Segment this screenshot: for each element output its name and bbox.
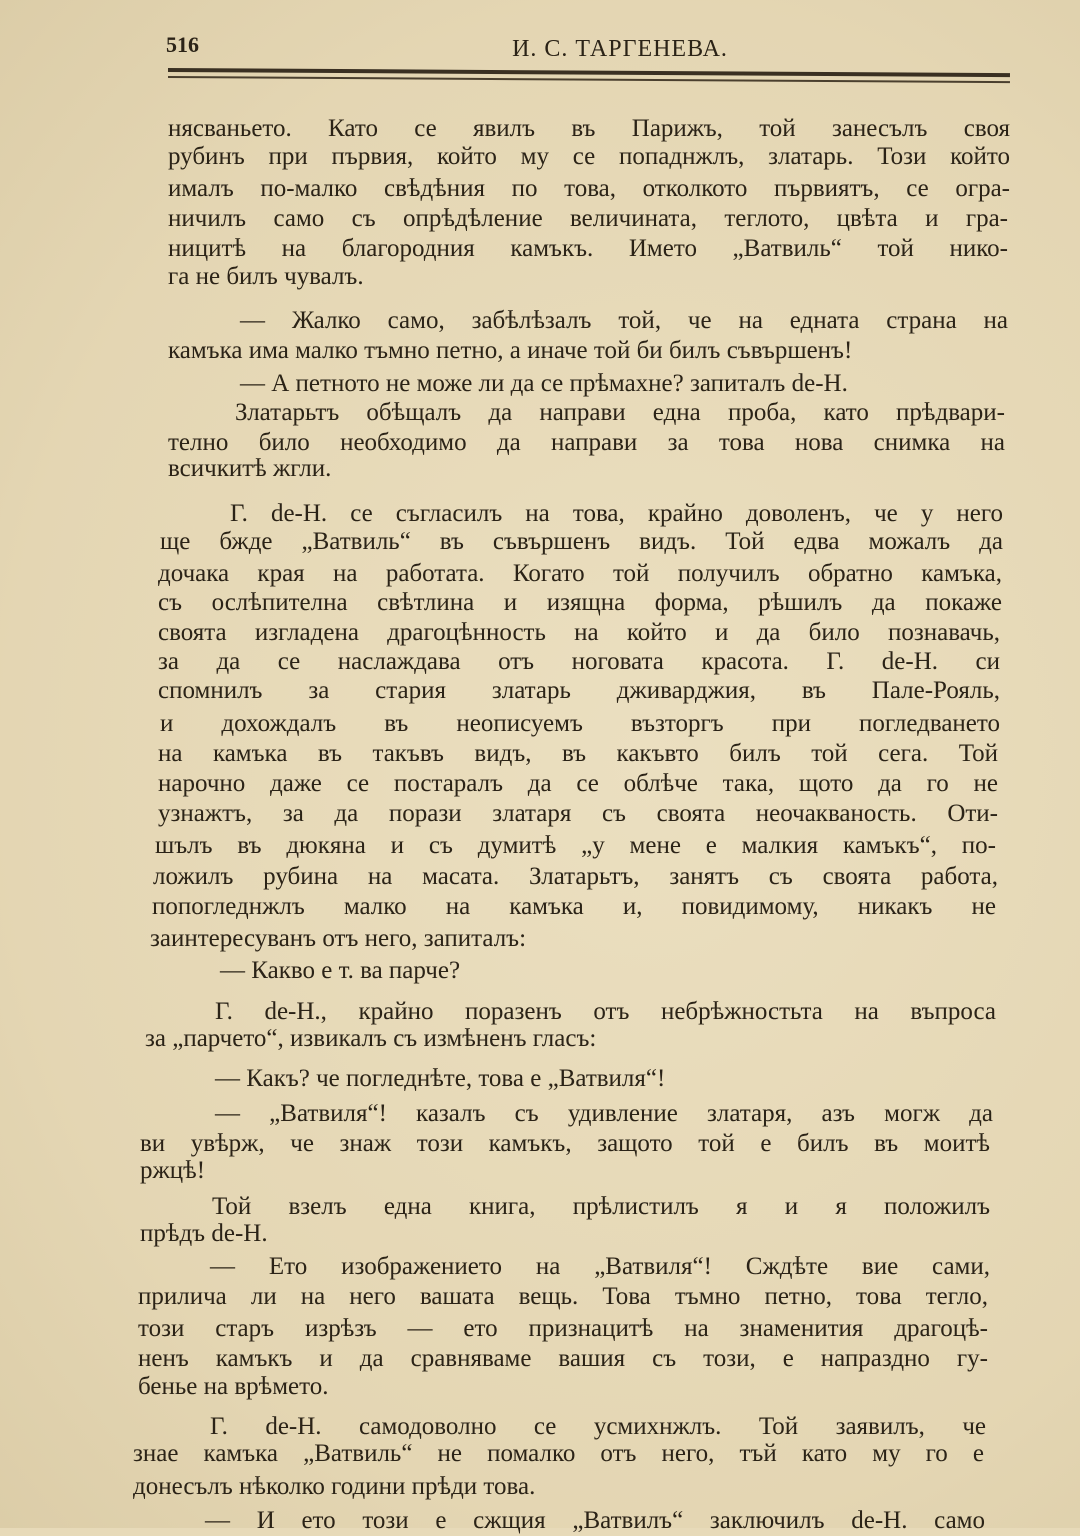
text-line: ничилъ само съ опрѣдѣление величината, теглото, цвѣта и гра- xyxy=(168,205,1008,232)
text-line: Златарьтъ обѣщалъ да направи една проба, като прѣдвари- xyxy=(235,399,1005,426)
text-line: своята изгладена драгоцѣнность на който и да било познавачь, xyxy=(158,619,1000,646)
text-line: Г. de-H. самодоволно се усмихнжлъ. Той заявилъ, че xyxy=(210,1413,986,1440)
text-line: нарочно даже се постаралъ да се облѣче така, щото да го не xyxy=(158,770,998,797)
text-line: на камъка въ такъвъ видъ, въ какъвто билъ той сега. Той xyxy=(158,740,998,767)
text-line: за „парчето“, извикалъ съ измѣненъ гласъ: xyxy=(145,1025,597,1052)
text-line: шълъ въ дюкяна и съ думитѣ „у мене е малкия камъкъ“, по- xyxy=(155,832,996,859)
text-line: — А петното не може ли да се прѣмахне? запиталъ de-H. xyxy=(240,370,848,397)
text-line: — Какъ? че погледнѣте, това е „Ватвиля“! xyxy=(215,1065,666,1092)
text-line: — „Ватвиля“! казалъ съ удивление златаря, азъ могж да xyxy=(215,1100,993,1127)
text-line: — Жалко само, забѣлѣзалъ той, че на едната страна на xyxy=(240,307,1008,334)
text-line: ще бжде „Ватвиль“ въ съвършенъ видъ. Той едва можалъ да xyxy=(160,528,1003,555)
text-line: знае камъка „Ватвиль“ не помалко отъ него, тъй като му го е xyxy=(133,1440,984,1467)
text-line: прѣдъ de-H. xyxy=(140,1220,268,1247)
text-line: ржцѣ! xyxy=(140,1157,206,1184)
text-line: телно било необходимо да направи за това нова снимка на xyxy=(168,429,1005,456)
text-line: ненъ камъкъ и да сравняваме вашия съ този, е напраздно гу- xyxy=(138,1345,988,1372)
text-line: съ ослѣпителна свѣтлина и изящна форма, рѣшилъ да покаже xyxy=(158,589,1002,616)
header-rule xyxy=(168,68,1010,77)
text-line: — Какво е т. ва парче? xyxy=(220,957,461,984)
text-line: рубинъ при първия, който му се попаднжлъ, златарь. Този който xyxy=(168,143,1010,170)
text-line: ложилъ рубина на масата. Златарьтъ, занятъ съ своята работа, xyxy=(153,863,998,890)
text-line: Той взелъ една книга, прѣлистилъ я и я положилъ xyxy=(212,1193,990,1220)
text-line: този старъ изрѣзъ — ето признацитѣ на знаменития драгоцѣ- xyxy=(138,1315,988,1342)
text-line: ви увѣрж, че знаж този камъкъ, защото той е билъ въ моитѣ xyxy=(140,1130,990,1157)
text-line: прилича ли на него вашата вещь. Това тъмно петно, това тегло, xyxy=(138,1283,988,1310)
text-line: дочака края на работата. Когато той получилъ обратно камъка, xyxy=(158,560,1002,587)
text-line: нясваньето. Като се явилъ въ Парижъ, той занесълъ своя xyxy=(168,115,1010,142)
text-line: ималъ по-малко свѣдѣния по това, отколкото първиятъ, се огра- xyxy=(168,175,1010,202)
text-line: донесълъ нѣколко години прѣди това. xyxy=(133,1473,536,1500)
text-line: узнажтъ, за да порази златаря съ своята неочакваность. Оти- xyxy=(158,800,998,827)
text-line: спомнилъ за стария златарь дживарджия, въ Пале-Рояль, xyxy=(158,677,1000,704)
text-line: — И ето този е сжщия „Ватвилъ“ заключилъ de-H. само xyxy=(205,1507,985,1534)
text-line: попогледнжлъ малко на камъка и, повидимому, никакъ не xyxy=(152,893,996,920)
text-line: Г. de-H. се съгласилъ на това, крайно доволенъ, че у него xyxy=(230,500,1003,527)
text-line: заинтересуванъ отъ него, запиталъ: xyxy=(150,925,527,952)
running-title: И. С. ТАРГЕНЕВА. xyxy=(512,36,728,62)
text-line: за да се наслаждава отъ ноговата красота. Г. de-H. си xyxy=(158,648,1000,675)
text-line: камъка има малко тъмно петно, а иначе той би билъ съвършенъ! xyxy=(168,337,853,364)
text-line: всичкитѣ жгли. xyxy=(168,455,332,482)
header-rule-thin xyxy=(168,76,1010,83)
text-line: га не билъ чувалъ. xyxy=(168,263,364,290)
text-line: и дохождалъ въ неописуемъ възторгъ при погледването xyxy=(160,710,1000,737)
text-line: бенье на врѣмето. xyxy=(138,1373,329,1400)
text-line: — Ето изображението на „Ватвиля“! Сждѣте вие сами, xyxy=(210,1253,990,1280)
page-number: 516 xyxy=(166,32,199,57)
text-line: ницитѣ на благородния камъкъ. Името „Ватвиль“ той нико- xyxy=(168,235,1008,262)
text-line: Г. de-H., крайно поразенъ отъ небрѣжностьта на въпроса xyxy=(215,998,996,1025)
